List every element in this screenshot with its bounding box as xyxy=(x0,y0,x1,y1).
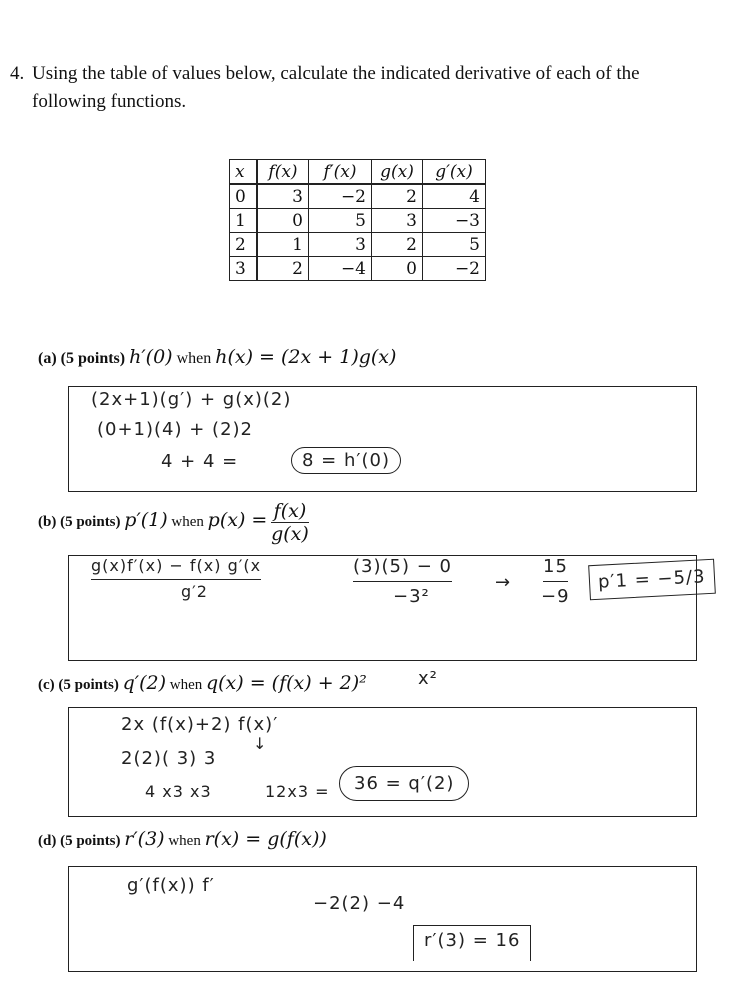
part-a-definition: h(x) = (2x + 1)g(x) xyxy=(215,346,397,368)
question-text-block xyxy=(10,60,710,116)
header-x: x xyxy=(230,160,258,185)
answer-box-b[interactable] xyxy=(68,555,707,661)
table-cell: 3 xyxy=(372,209,423,233)
table-row xyxy=(230,209,486,233)
work-a-line3: 4 + 4 = xyxy=(161,451,239,472)
work-c-line2: 2(2)( 3) 3 xyxy=(121,748,217,769)
work-b-num3: 15 xyxy=(543,556,568,582)
table-cell: −3 xyxy=(423,209,486,233)
part-c-target: q′(2) xyxy=(122,672,166,694)
answer-box-d[interactable] xyxy=(68,866,697,972)
question-number: 4. xyxy=(10,63,25,84)
table-row xyxy=(230,233,486,257)
header-fpx: f′(x) xyxy=(309,160,372,185)
part-d-prompt: (d) (5 points) r′(3) when r(x) = g(f(x)) xyxy=(38,828,327,850)
values-table xyxy=(229,159,486,281)
table-row xyxy=(230,184,486,209)
table-cell: 2 xyxy=(257,257,309,281)
table-cell: 5 xyxy=(423,233,486,257)
part-d-target: r′(3) xyxy=(124,828,165,850)
part-c-prompt: (c) (5 points) q′(2) when q(x) = (f(x) + 2)² xyxy=(38,672,367,694)
table-cell: 2 xyxy=(230,233,258,257)
part-a-prompt: (a) (5 points) h′(0) when h(x) = (2x + 1)g(x) xyxy=(38,346,397,368)
table-cell: −2 xyxy=(423,257,486,281)
table-header-row xyxy=(230,160,486,185)
part-b-prompt: (b) (5 points) p′(1) when p(x) = $\frac{f(x)}{g(x)}$ xyxy=(38,500,309,545)
table-cell: 3 xyxy=(257,184,309,209)
answer-box-c[interactable] xyxy=(68,707,697,817)
work-a-line2: (0+1)(4) + (2)2 xyxy=(97,419,254,440)
table-cell: −2 xyxy=(309,184,372,209)
work-c-line3: 4 x3 x3 xyxy=(145,782,212,801)
table-cell: 0 xyxy=(372,257,423,281)
table-cell: 0 xyxy=(257,209,309,233)
table-cell: 3 xyxy=(230,257,258,281)
work-c-line1: 2x (f(x)+2) f(x)′ xyxy=(121,714,279,735)
part-b-target: p′(1) xyxy=(124,508,168,531)
work-c-arrow: ↓ xyxy=(253,734,268,753)
table-cell: −4 xyxy=(309,257,372,281)
work-b-den3: −9 xyxy=(541,586,570,607)
answer-box-a[interactable] xyxy=(68,386,697,492)
table-cell: 4 xyxy=(423,184,486,209)
part-c-definition: q(x) = (f(x) + 2)² xyxy=(205,672,367,694)
work-d-line2: −2(2) −4 xyxy=(313,893,406,914)
work-b-den2: −3² xyxy=(393,586,430,607)
header-fx: f(x) xyxy=(257,160,309,185)
work-c-line3b: 12x3 = xyxy=(265,782,330,801)
table-cell: 3 xyxy=(309,233,372,257)
table-cell: 2 xyxy=(372,184,423,209)
question-text: Using the table of values below, calculate the indicated derivative of each of the following functions. xyxy=(32,63,640,112)
part-b-fraction: $\frac{f(x)}{g(x)}$ xyxy=(271,500,309,545)
work-a-line1: (2x+1)(g′) + g(x)(2) xyxy=(91,389,292,410)
work-d-line1: g′(f(x)) f′ xyxy=(127,875,215,896)
header-gpx: g′(x) xyxy=(423,160,486,185)
work-a-answer: 8 = h′(0) xyxy=(291,447,401,474)
table-cell: 1 xyxy=(257,233,309,257)
table-cell: 5 xyxy=(309,209,372,233)
work-d-answer: r′(3) = 16 xyxy=(413,925,531,961)
work-c-answer: 36 = q′(2) xyxy=(339,766,469,801)
part-a-target: h′(0) xyxy=(129,346,173,368)
table-cell: 0 xyxy=(230,184,258,209)
table-cell: 1 xyxy=(230,209,258,233)
work-b-num1: g(x)f′(x) − f(x) g′(x xyxy=(91,556,261,580)
work-b-den1: g′2 xyxy=(181,582,208,601)
work-b-num2: (3)(5) − 0 xyxy=(353,556,452,582)
table-row xyxy=(230,257,486,281)
part-d-definition: r(x) = g(f(x)) xyxy=(204,828,327,850)
work-b-answer: p′1 = −5/3 xyxy=(588,559,715,601)
work-b-arrow: → xyxy=(495,572,512,593)
work-c-margin-note: x² xyxy=(418,668,438,689)
part-b-definition: p(x) = xyxy=(207,508,268,531)
header-gx: g(x) xyxy=(372,160,423,185)
table-cell: 2 xyxy=(372,233,423,257)
